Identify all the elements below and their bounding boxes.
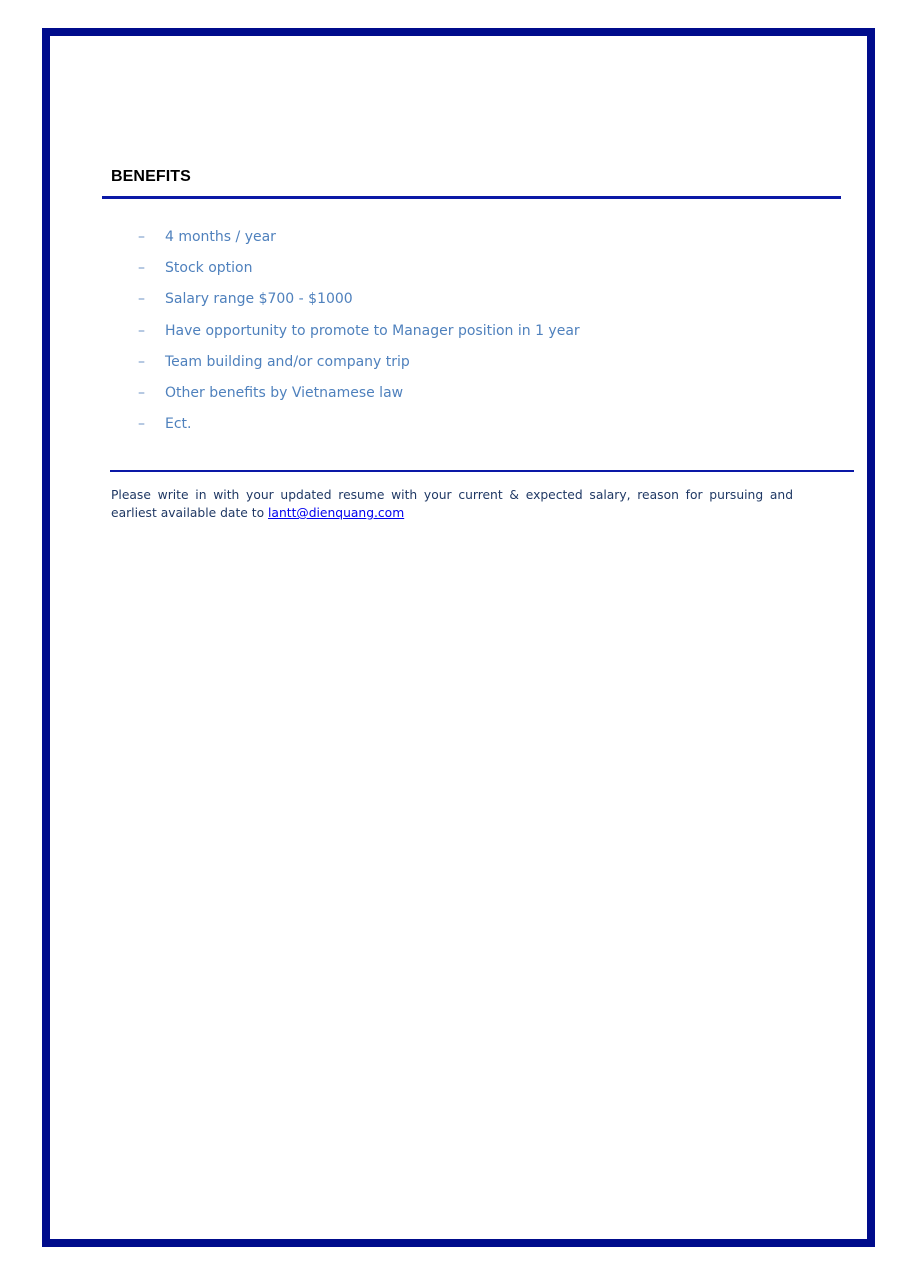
benefit-text: Team building and/or company trip: [165, 353, 410, 370]
closing-text: Please write in with your updated resume with your current & expected salary, reason for pursuing and earliest available date to: [111, 488, 793, 520]
list-item: [138, 255, 580, 286]
list-item: [138, 286, 580, 317]
benefit-text: Other benefits by Vietnamese law: [165, 384, 404, 401]
dash-bullet-icon: –: [138, 229, 145, 245]
benefit-text: Have opportunity to promote to Manager position in 1 year: [165, 322, 580, 339]
benefit-text: Stock option: [165, 260, 253, 277]
dash-bullet-icon: –: [138, 322, 145, 339]
list-item: [138, 318, 580, 349]
closing-divider: [110, 470, 854, 472]
benefit-text: Salary range $700 - $1000: [165, 291, 353, 308]
dash-bullet-icon: –: [138, 291, 145, 308]
list-item: [138, 411, 580, 442]
benefit-text: Ect.: [165, 416, 192, 433]
list-item: [138, 224, 580, 255]
page-border: [42, 28, 875, 1247]
list-item: [138, 349, 580, 380]
dash-bullet-icon: –: [138, 416, 145, 433]
heading-divider: [102, 196, 841, 199]
contact-email-link[interactable]: lantt@dienquang.com: [268, 506, 405, 520]
benefit-text: 4 months / year: [165, 229, 276, 245]
dash-bullet-icon: –: [138, 353, 145, 370]
dash-bullet-icon: –: [138, 260, 145, 277]
list-item: [138, 380, 580, 411]
section-heading-benefits: BENEFITS: [111, 168, 191, 185]
dash-bullet-icon: –: [138, 384, 145, 401]
benefits-list: [138, 224, 580, 442]
closing-paragraph: [111, 486, 793, 522]
